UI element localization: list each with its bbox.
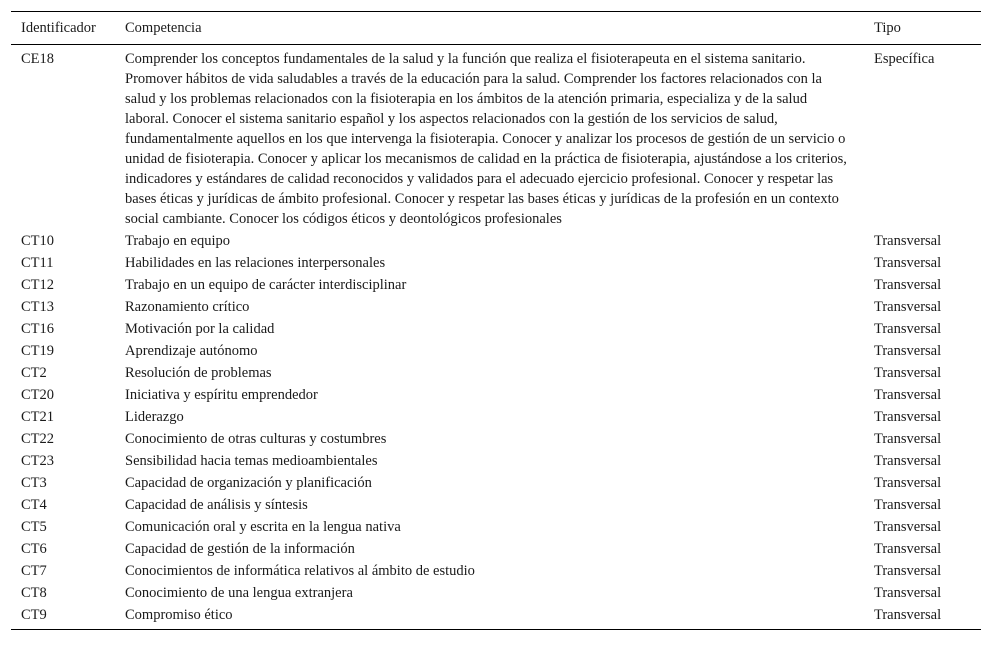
table-header [11, 12, 981, 45]
table-row [11, 296, 981, 318]
cell-tipo: Transversal [874, 321, 942, 337]
cell-tipo: Transversal [874, 343, 942, 359]
table-row [11, 494, 981, 516]
cell-competencia: Capacidad de gestión de la información [125, 541, 355, 557]
cell-identificador: CT23 [21, 453, 55, 469]
cell-identificador: CT12 [21, 277, 55, 293]
table-row [11, 450, 981, 472]
cell-tipo: Transversal [874, 299, 942, 315]
cell-identificador: CT3 [21, 475, 47, 491]
cell-competencia: Compromiso ético [125, 607, 233, 623]
table-row [11, 516, 981, 538]
cell-competencia: Liderazgo [125, 409, 184, 425]
cell-tipo: Transversal [874, 519, 942, 535]
cell-tipo: Transversal [874, 453, 942, 469]
cell-competencia: Comprender los conceptos fundamentales de la salud y la función que realiza el fisioterapeuta en el sistema sanitario. Promover hábitos de vida saludables a través de la educación para la salud. Comprender los factores relacionados con la salud y los problemas relacionados con la fisioterapia en los ámbitos de la atención primaria, especializa y de la salud laboral. Conocer el sistema sanitario español y los aspectos relacionados con la gestión de los servicios de salud, fundamentalmente aquellos en los que intervenga la fisioterapia. Conocer y analizar los procesos de gestión de un servicio o unidad de fisioterapia. Conocer y aplicar los mecanismos de calidad en la práctica de fisioterapia, ajustándose a los criterios, indicadores y estándares de calidad reconocidos y validados para el adecuado ejercicio profesional. Conocer y respetar las bases éticas y jurídicas de ámbito profesional. Conocer y respetar las bases éticas y jurídicas de la profesión en un contexto social cambiante. Conocer los códigos éticos y deontológicos profesionales [125, 51, 847, 227]
column-header-tipo: Tipo [874, 20, 901, 36]
cell-tipo: Específica [874, 51, 935, 67]
table-row [11, 582, 981, 604]
table-row [11, 230, 981, 252]
cell-identificador: CT5 [21, 519, 47, 535]
competencias-table-container [11, 11, 981, 630]
cell-identificador: CT10 [21, 233, 55, 249]
table-row [11, 604, 981, 630]
cell-competencia: Aprendizaje autónomo [125, 343, 258, 359]
cell-competencia: Trabajo en equipo [125, 233, 230, 249]
table-row [11, 340, 981, 362]
cell-identificador: CT13 [21, 299, 55, 315]
table-body [11, 45, 981, 630]
cell-tipo: Transversal [874, 255, 942, 271]
cell-tipo: Transversal [874, 475, 942, 491]
cell-identificador: CT19 [21, 343, 55, 359]
competencias-table [11, 11, 981, 630]
cell-competencia: Conocimientos de informática relativos al ámbito de estudio [125, 563, 475, 579]
cell-identificador: CT7 [21, 563, 47, 579]
table-row [11, 384, 981, 406]
cell-tipo: Transversal [874, 387, 942, 403]
column-header-identificador: Identificador [21, 20, 96, 36]
table-row [11, 45, 981, 231]
table-row [11, 538, 981, 560]
table-row [11, 428, 981, 450]
cell-identificador: CT20 [21, 387, 55, 403]
cell-tipo: Transversal [874, 563, 942, 579]
cell-identificador: CT2 [21, 365, 47, 381]
cell-tipo: Transversal [874, 607, 942, 623]
cell-competencia: Capacidad de organización y planificación [125, 475, 372, 491]
table-row [11, 274, 981, 296]
table-row [11, 472, 981, 494]
cell-tipo: Transversal [874, 365, 942, 381]
cell-competencia: Trabajo en un equipo de carácter interdisciplinar [125, 277, 407, 293]
cell-tipo: Transversal [874, 431, 942, 447]
table-row [11, 560, 981, 582]
table-row [11, 318, 981, 340]
cell-identificador: CT6 [21, 541, 47, 557]
cell-competencia: Comunicación oral y escrita en la lengua nativa [125, 519, 401, 535]
cell-competencia: Conocimiento de una lengua extranjera [125, 585, 353, 601]
cell-competencia: Razonamiento crítico [125, 299, 250, 315]
cell-tipo: Transversal [874, 497, 942, 513]
cell-competencia: Motivación por la calidad [125, 321, 275, 337]
column-header-competencia: Competencia [125, 20, 202, 36]
cell-tipo: Transversal [874, 541, 942, 557]
cell-tipo: Transversal [874, 409, 942, 425]
cell-competencia: Habilidades en las relaciones interpersonales [125, 255, 386, 271]
cell-identificador: CT4 [21, 497, 47, 513]
cell-tipo: Transversal [874, 233, 942, 249]
cell-identificador: CE18 [21, 51, 55, 67]
table-row [11, 406, 981, 428]
cell-identificador: CT21 [21, 409, 55, 425]
cell-tipo: Transversal [874, 585, 942, 601]
cell-identificador: CT22 [21, 431, 55, 447]
cell-competencia: Capacidad de análisis y síntesis [125, 497, 308, 513]
cell-competencia: Iniciativa y espíritu emprendedor [125, 387, 318, 403]
cell-identificador: CT16 [21, 321, 55, 337]
cell-competencia: Conocimiento de otras culturas y costumbres [125, 431, 387, 447]
table-row [11, 362, 981, 384]
table-row [11, 252, 981, 274]
cell-tipo: Transversal [874, 277, 942, 293]
header-row [11, 12, 981, 45]
cell-identificador: CT9 [21, 607, 47, 623]
cell-identificador: CT8 [21, 585, 47, 601]
cell-competencia: Sensibilidad hacia temas medioambientales [125, 453, 378, 469]
cell-competencia: Resolución de problemas [125, 365, 272, 381]
cell-identificador: CT11 [21, 255, 54, 271]
